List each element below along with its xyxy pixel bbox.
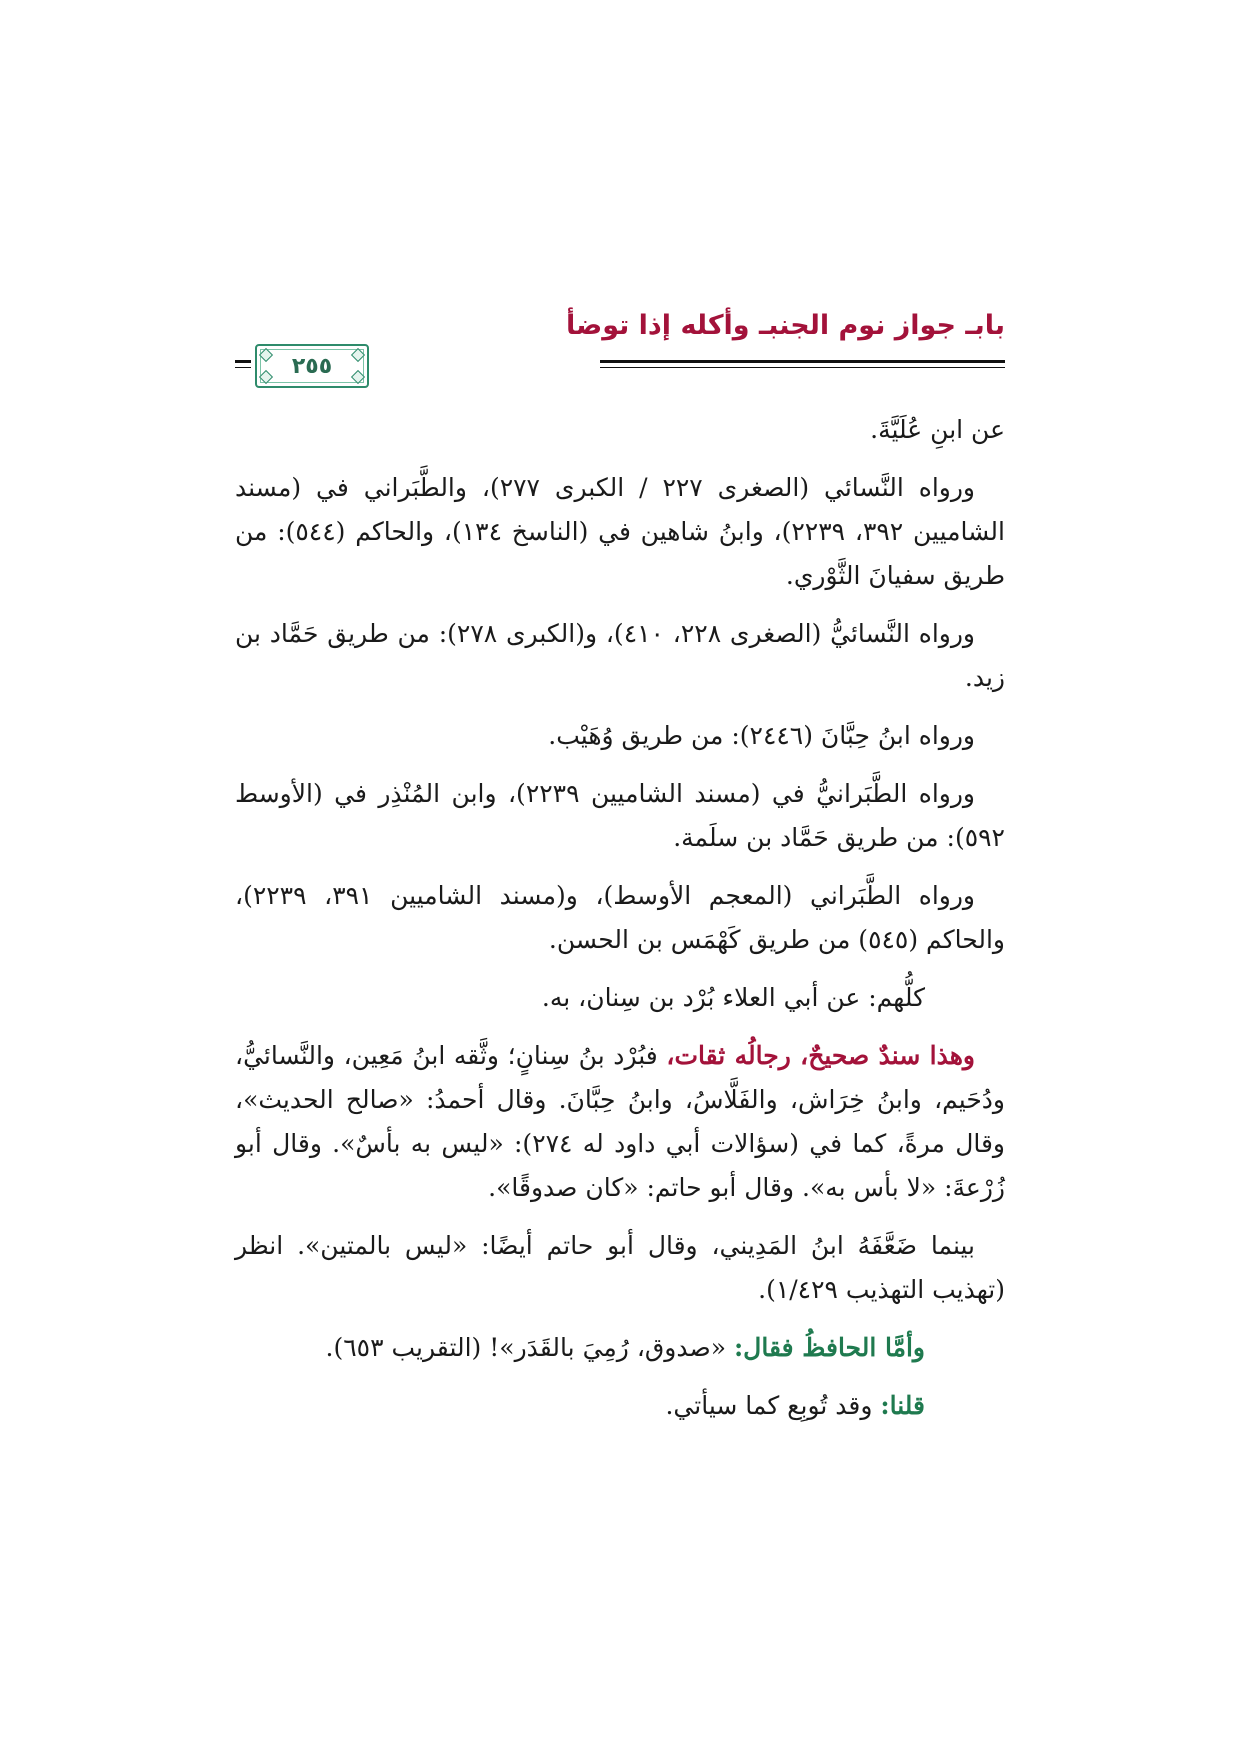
paragraph-4: ورواه ابنُ حِبَّانَ (٢٤٤٦): من طريق وُهَيْب. <box>548 721 975 750</box>
paragraph-11 <box>235 1384 1005 1428</box>
ornament-icon <box>259 370 273 384</box>
paragraph-3: ورواه النَّسائيُّ (الصغرى ٢٢٨، ٤١٠)، و(الكبرى ٢٧٨): من طريق حَمَّاد بن زيد. <box>235 619 1005 692</box>
paragraph-9: بينما ضَعَّفَهُ ابنُ المَدِيني، وقال أبو حاتم أيضًا: «ليس بالمتين». انظر (تهذيب التهذيب ١/٤٢٩). <box>235 1231 1005 1304</box>
paragraph-10 <box>235 1326 1005 1370</box>
paragraph-1: عن ابنِ عُلَيَّةَ. <box>870 415 1005 444</box>
paragraph-6: ورواه الطَّبَراني (المعجم الأوسط)، و(مسند الشاميين ٣٩١، ٢٢٣٩)، والحاكم (٥٤٥) من طريق كَهْمَس بن الحسن. <box>235 881 1005 954</box>
paragraph-11-text: وقد تُوبِع كما سيأتي. <box>665 1391 881 1420</box>
ornament-icon <box>259 348 273 362</box>
qulna-label: قلنا: <box>880 1391 925 1420</box>
ornament-icon <box>351 370 365 384</box>
header-rule-thin <box>600 367 1005 368</box>
paragraph-5: ورواه الطَّبَرانيُّ في (مسند الشاميين ٢٢٣٩)، وابن المُنْذِر في (الأوسط ٥٩٢): من طريق حَمَّاد بن سلَمة. <box>235 779 1005 852</box>
chapter-title: بابـ جواز نوم الجنبـ وأكله إذا توضأ <box>565 310 1005 341</box>
paragraph-7: كلُّهم: عن أبي العلاء بُرْد بن سِنان، به. <box>541 983 925 1012</box>
page-header <box>235 310 1005 390</box>
paragraph-10-text: «صدوق، رُمِيَ بالقَدَر»! (التقريب ٦٥٣). <box>325 1333 734 1362</box>
paragraph-2: ورواه النَّسائي (الصغرى ٢٢٧ / الكبرى ٢٧٧)، والطَّبَراني في (مسند الشاميين ٣٩٢، ٢٢٣٩)، وابنُ شاهين في (الناسخ ١٣٤)، والحاكم (٥٤٤): من طريق سفيانَ الثَّوْري. <box>235 473 1005 590</box>
verdict-highlight: وهذا سندٌ صحيحٌ، رجالُه ثقات، <box>666 1041 976 1070</box>
page-number-badge <box>255 344 369 388</box>
header-rule-left <box>235 360 251 363</box>
hafiz-label: وأمَّا الحافظُ فقال: <box>733 1333 925 1362</box>
paragraph-8 <box>235 1034 1005 1210</box>
header-rule <box>600 360 1005 363</box>
page-body <box>235 408 1005 1442</box>
paragraph-8-text: فبُرْد بنُ سِنانٍ؛ وثَّقه ابنُ مَعِين، والنَّسائيُّ، ودُحَيم، وابنُ خِرَاش، والفَلَّاسُ، وابنُ حِبَّانَ. وقال أحمدُ: «صالح الحديث»، وقال مرةً، كما في (سؤالات أبي داود له ٢٧٤): «ليس به بأسٌ». وقال أبو زُرْعةَ: «لا بأس به». وقال أبو حاتم: «كان صدوقًا». <box>235 1041 1005 1202</box>
header-rule-left-thin <box>235 367 251 368</box>
ornament-icon <box>351 348 365 362</box>
page-number: ٢٥٥ <box>291 353 333 379</box>
